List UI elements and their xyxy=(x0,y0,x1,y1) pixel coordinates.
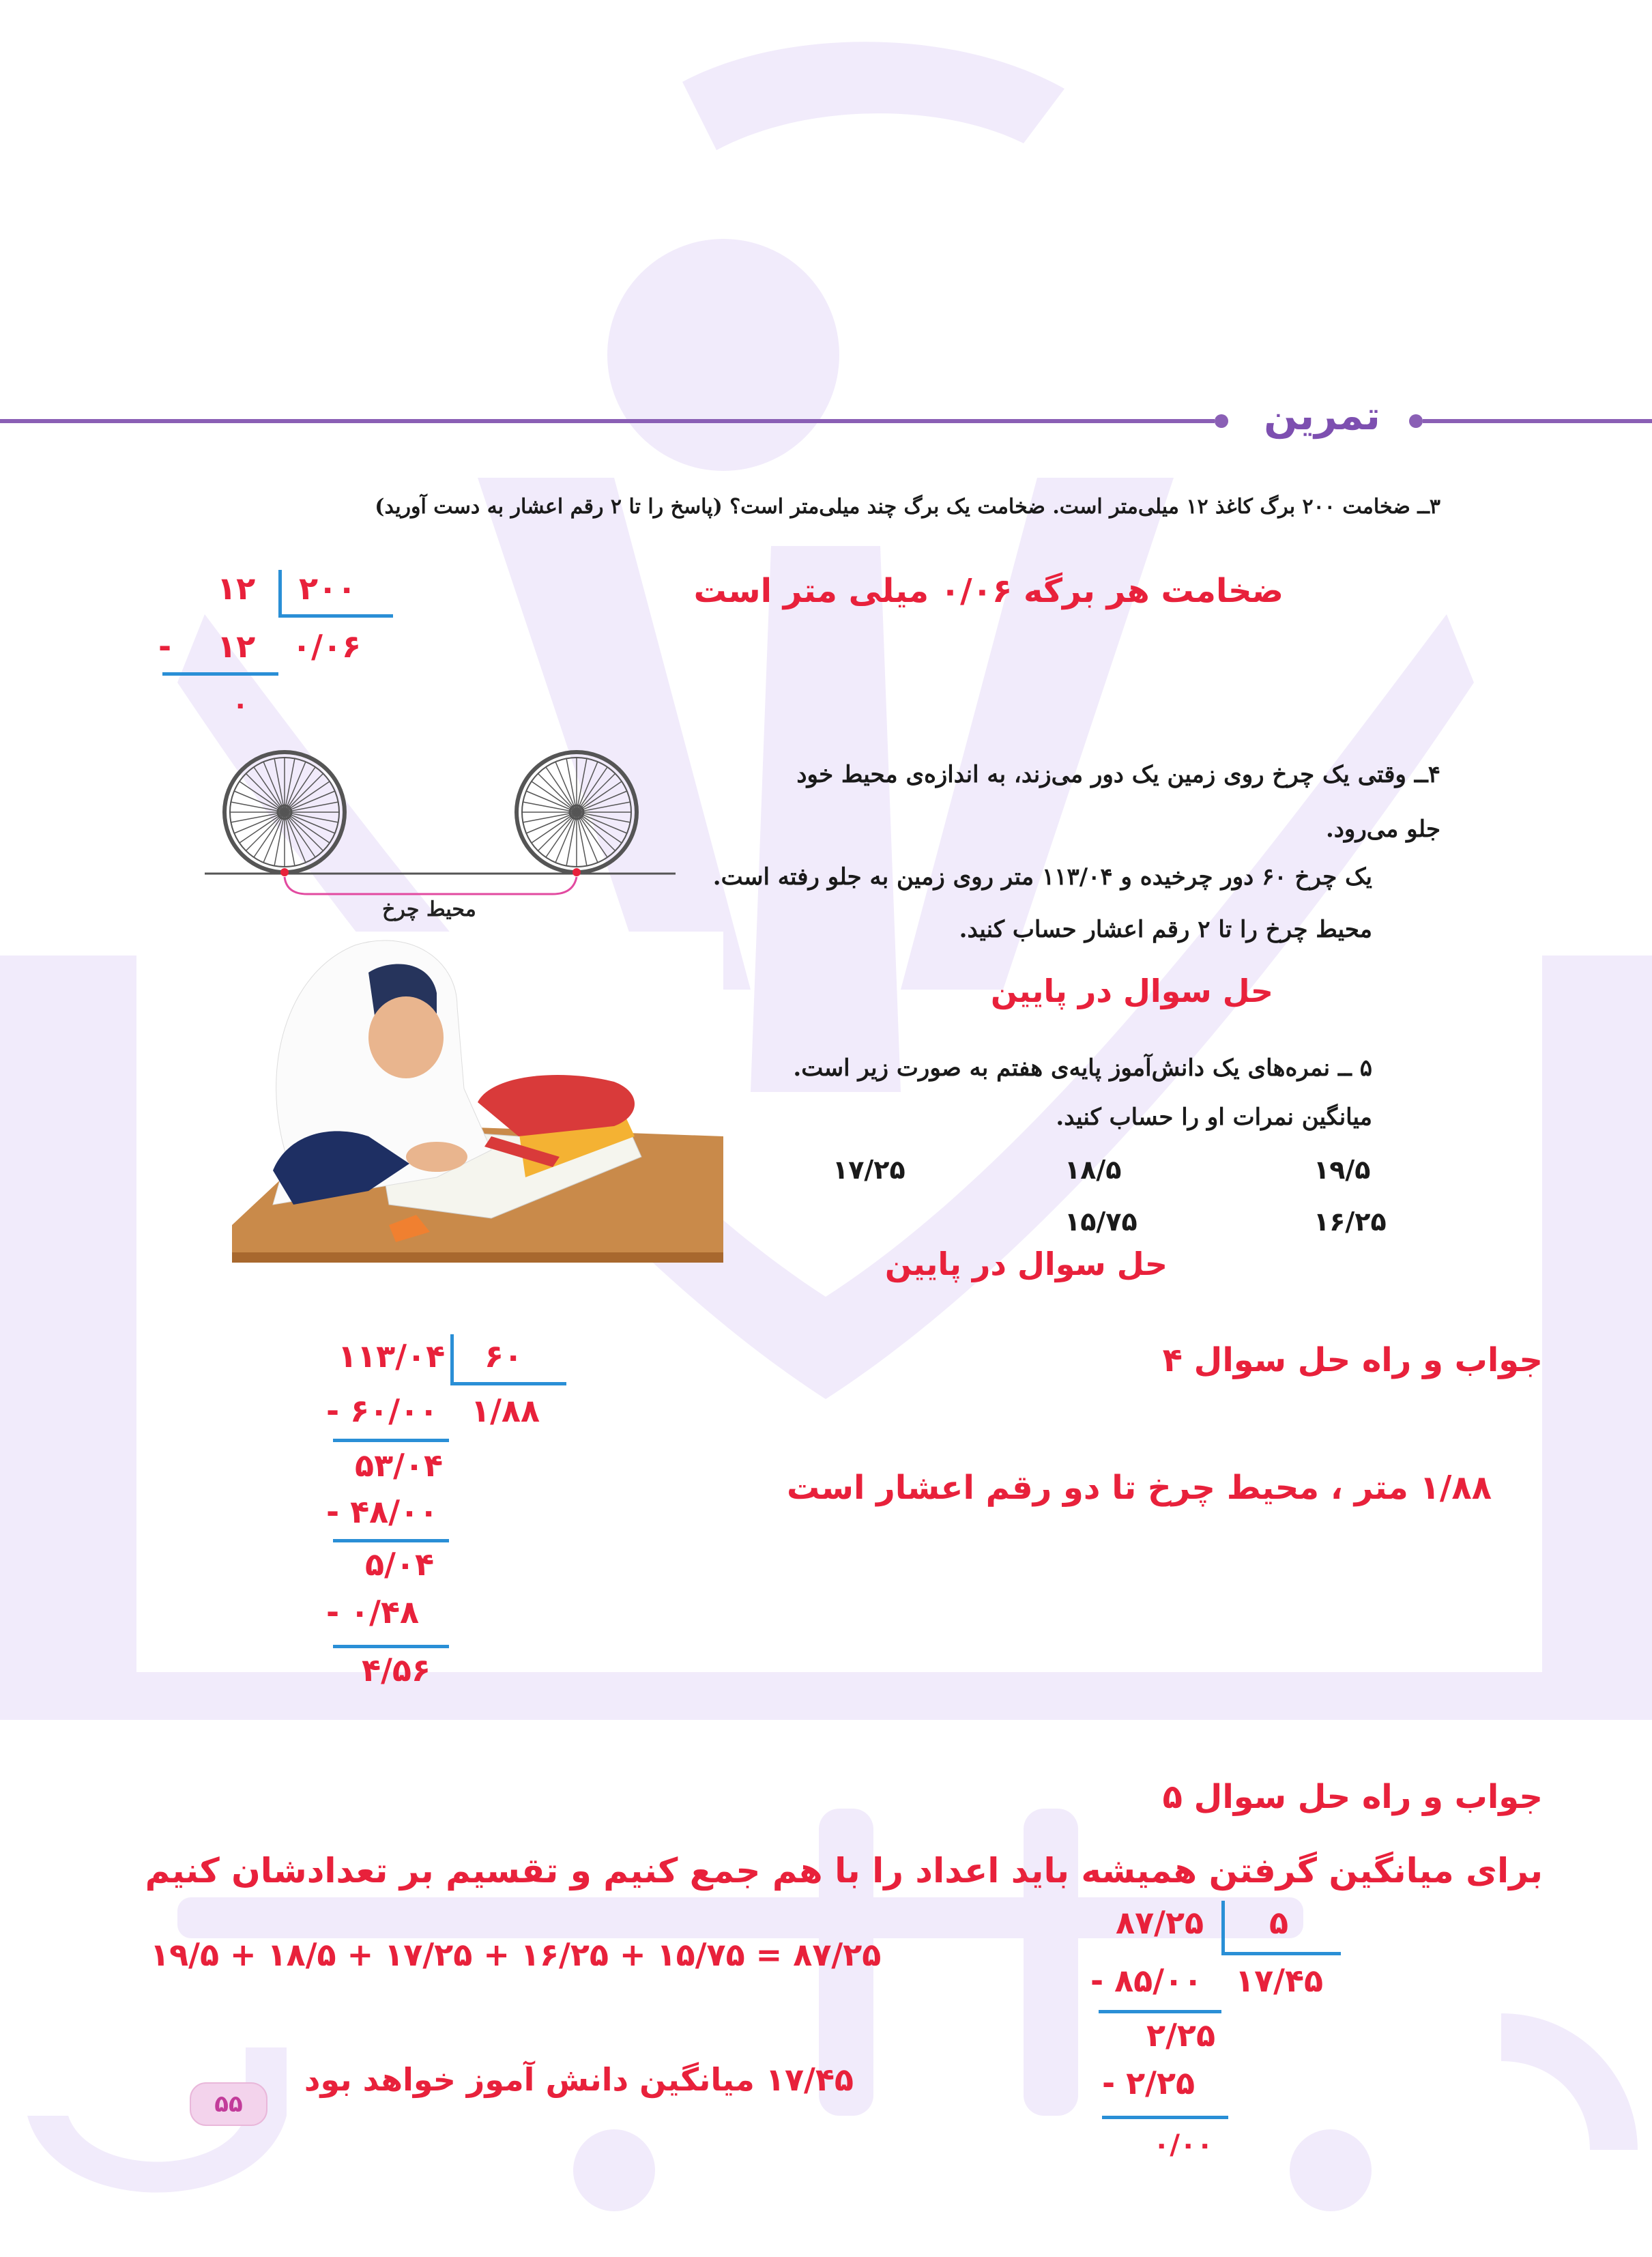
sol4-rule-2 xyxy=(333,1539,449,1542)
question-5-line-1: ۵ ــ نمره‌های یک دانش‌آموز پایه‌ی هفتم به صورت زیر است. xyxy=(793,1054,1372,1082)
header-rule-left xyxy=(0,419,1215,423)
sol4-step-2: ۵۳/۰۴ xyxy=(355,1447,444,1484)
grade-3: ۱۷/۲۵ xyxy=(832,1155,905,1185)
sol5-quotient: ۱۷/۴۵ xyxy=(1235,1962,1324,1999)
solution-5-result: ۱۷/۴۵ میانگین دانش آموز خواهد بود xyxy=(304,2061,854,2098)
sol4-quotient: ۱/۸۸ xyxy=(471,1392,540,1429)
sol5-bracket-h xyxy=(1221,1952,1341,1955)
solution-5-title: جواب و راه حل سوال ۵ xyxy=(1162,1778,1543,1816)
question-3-answer: ضخامت هر برگه ۰/۰۶ میلی متر است xyxy=(693,572,1284,610)
student-illustration xyxy=(232,932,723,1263)
header-dot-right xyxy=(1409,414,1423,428)
q3-division-bracket-v xyxy=(278,570,282,618)
sol4-bracket-h xyxy=(450,1382,566,1385)
q3-subtract-rule xyxy=(162,672,278,676)
q3-subtract: ۱۲ xyxy=(217,628,256,665)
sol5-rule-1 xyxy=(1099,2010,1221,2013)
sol5-step-1: - ۸۵/۰۰ xyxy=(1090,1962,1203,1999)
wheel-circumference-label: محیط چرخ xyxy=(382,897,476,921)
question-5-line-2: میانگین نمرات او را حساب کنید. xyxy=(1056,1104,1372,1131)
solution-4-title: جواب و راه حل سوال ۴ xyxy=(1162,1341,1543,1379)
page-number-badge: ۵۵ xyxy=(190,2082,267,2126)
sol4-dividend: ۱۱۳/۰۴ xyxy=(338,1338,446,1375)
q3-dividend: ۱۲ xyxy=(217,570,256,607)
sol4-step-4: ۵/۰۴ xyxy=(365,1546,435,1583)
section-title: تمرین xyxy=(1264,392,1380,439)
q3-quotient: ۰/۰۶ xyxy=(292,628,362,665)
sol4-step-6: ۴/۵۶ xyxy=(362,1652,431,1688)
sol4-bracket-v xyxy=(450,1334,454,1385)
grade-4: ۱۶/۲۵ xyxy=(1314,1207,1387,1237)
question-4-note: حل سوال در پایین xyxy=(990,973,1273,1009)
question-4-line-1: ۴ــ وقتی یک چرخ روی زمین یک دور می‌زند، به اندازه‌ی محیط خود xyxy=(796,761,1440,788)
grade-2: ۱۸/۵ xyxy=(1064,1155,1122,1185)
sol5-dividend: ۸۷/۲۵ xyxy=(1116,1904,1204,1941)
sol5-rule-2 xyxy=(1102,2116,1228,2119)
sol5-bracket-v xyxy=(1221,1901,1225,1955)
header-rule-right xyxy=(1423,419,1652,423)
sol4-divisor: ۶۰ xyxy=(484,1338,523,1375)
question-5-note: حل سوال در پایین xyxy=(884,1246,1168,1282)
sol4-rule-1 xyxy=(333,1439,449,1442)
question-3-text: ۳ــ ضخامت ۲۰۰ برگ کاغذ ۱۲ میلی‌متر است. ضخامت یک برگ چند میلی‌متر است؟ (پاسخ را تا ۲ رقم اعشار به دست آورید) xyxy=(375,495,1440,519)
sol5-divisor: ۵ xyxy=(1269,1904,1289,1941)
solution-5-explanation: برای میانگین گرفتن همیشه باید اعداد را با هم جمع کنیم و تقسیم بر تعدادشان کنیم xyxy=(145,1851,1543,1891)
header-dot-left xyxy=(1215,414,1228,428)
sol4-step-1: - ۶۰/۰۰ xyxy=(326,1392,439,1429)
q3-division-bracket-h xyxy=(278,614,393,618)
q3-minus-sign: - xyxy=(158,628,172,665)
q3-remainder: ۰ xyxy=(232,689,249,721)
sol4-step-3: - ۴۸/۰۰ xyxy=(326,1493,439,1530)
question-4-line-3: یک چرخ ۶۰ دور چرخیده و ۱۱۳/۰۴ متر روی زمین به جلو رفته است. xyxy=(712,863,1372,891)
sol4-rule-3 xyxy=(333,1645,449,1648)
sol5-step-2: ۲/۲۵ xyxy=(1146,2017,1216,2054)
solution-5-sum: ۱۹/۵ + ۱۸/۵ + ۱۷/۲۵ + ۱۶/۲۵ + ۱۵/۷۵ = ۸۷/۲۵ xyxy=(150,1936,882,1973)
sol5-step-3: - ۲/۲۵ xyxy=(1102,2065,1195,2101)
sol4-step-5: - ۰/۴۸ xyxy=(326,1594,420,1630)
grade-1: ۱۹/۵ xyxy=(1314,1155,1371,1185)
grade-5: ۱۵/۷۵ xyxy=(1064,1207,1137,1237)
question-4-line-4: محیط چرخ را تا ۲ رقم اعشار حساب کنید. xyxy=(959,916,1372,943)
q3-divisor: ۲۰۰ xyxy=(299,570,357,607)
question-4-line-2: جلو می‌رود. xyxy=(1325,816,1440,843)
sol5-step-4: ۰/۰۰ xyxy=(1153,2129,1213,2161)
solution-4-result: ۱/۸۸ متر ، محیط چرخ تا دو رقم اعشار است xyxy=(786,1469,1492,1507)
